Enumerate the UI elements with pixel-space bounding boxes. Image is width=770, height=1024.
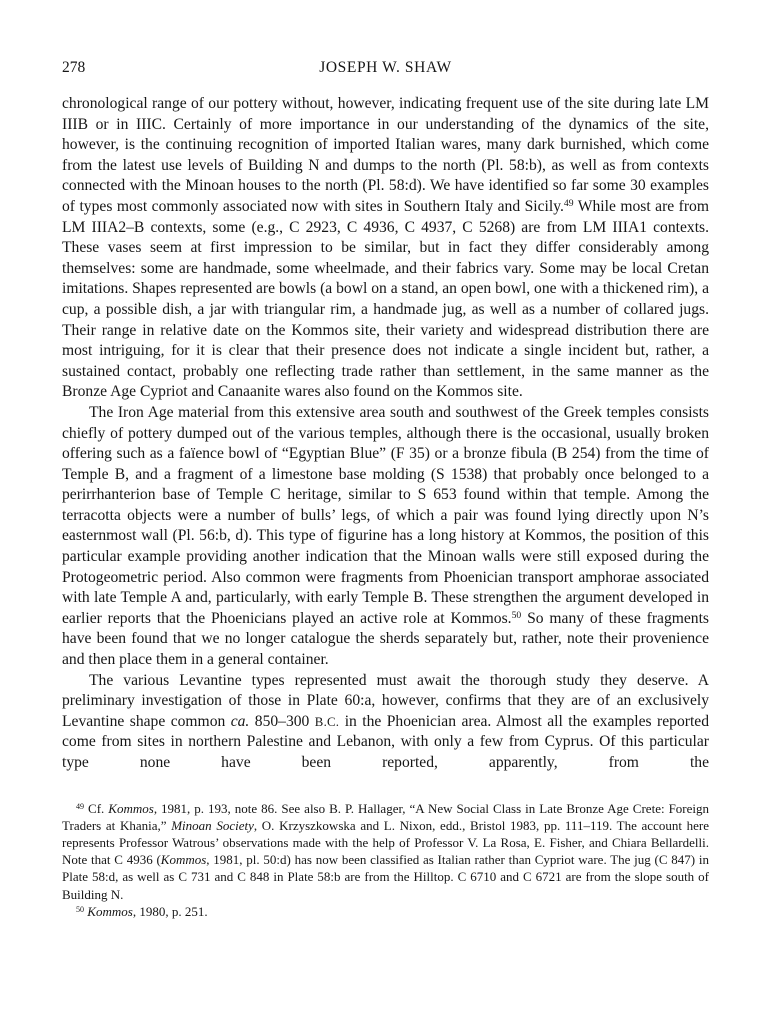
page-header (62, 58, 709, 77)
footnotes (62, 800, 709, 920)
footnote (62, 903, 709, 920)
text-run: , 1981, pl. 50:d) has now been classified as Italian rather than Cypriot ware. The jug (C 847) in Plate 58:d, as well as C 731 and C 848 in Plate 58:b are from the Hilltop. C 6710 and C 6721 are from the slope south of Building N. (62, 852, 709, 902)
page-number: 278 (62, 59, 86, 76)
text-run: chronological range of our pottery without, however, indicating frequent use of the site during late LM IIIB or in IIIC. Certainly of more importance in our understanding of the dynamics of the site, however, is the continuing recognition of imported Italian wares, many dark burnished, which come from the latest use levels of Building N and dumps to the north (Pl. 58:b), as well as from contexts connected with the Minoan houses to the north (Pl. 58:d). We have identified so far some 30 examples of types most commonly associated now with sites in Southern Italy and Sicily. (62, 95, 709, 215)
text-run: in the Phoenician area. Almost all the examples reported come from sites in northern Palestine and Lebanon, with only a few from Cyprus. Of this particular type none have been reported, apparently, from the (62, 712, 710, 771)
text-run: Cf. (84, 800, 109, 816)
text-run: Kommos (87, 903, 133, 919)
footnote-ref: 49 (563, 198, 574, 210)
text-run: Kommos (160, 852, 207, 868)
text-run: So many of these fragments have been found that we no longer catalogue the sherds separately but, rather, note their provenience and then place them in a general container. (62, 609, 709, 669)
running-head: JOSEPH W. SHAW (319, 59, 452, 76)
text-run: The various Levantine types represented must await the thorough study they deserve. A preliminary investigation of those in Plate 60:a, however, confirms that they are of an exclusively Levantine shape common (62, 671, 709, 730)
body-paragraph (62, 403, 709, 671)
text-run: ca. (230, 712, 250, 730)
text-run: B.C. (314, 714, 340, 729)
text-run: The Iron Age material from this extensive area south and southwest of the Greek temples consists chiefly of pottery dumped out of the various temples, although there is the occasional, usually broken offering such as a faïence bowl of “Egyptian Blue” (F 35) or a bronze fibula (B 254) from the time of Temple B, and a fragment of a limestone base molding (S 1538) that probably once belonged to a perirrhanterion base of Temple C heritage, similar to S 653 found within that temple. Among the terracotta objects were a number of bulls’ legs, of which a pair was found lying directly upon N’s easternmost wall (Pl. 56:b, d). This type of figurine has a long history at Kommos, the position of this particular example providing another indication that the Minoan walls were still exposed during the Protogeometric period. Also common were fragments from Phoenician transport amphorae associated with late Temple A and, particularly, with early Temple B. These strengthen the argument developed in earlier reports that the Phoenicians played an active role at Kommos. (62, 403, 709, 627)
footnote (62, 800, 709, 903)
text-run: , 1980, p. 251. (132, 903, 208, 919)
text-run: 850–300 (249, 712, 315, 730)
body-paragraph (62, 94, 709, 403)
footnote-ref: 50 (76, 904, 85, 914)
body-text (62, 94, 709, 774)
footnote-ref: 50 (511, 610, 522, 622)
text-run: Kommos (108, 800, 154, 816)
text-run: , O. Krzyszkowska and L. Nixon, edd., Bristol 1983, pp. 111–119. The account here represents Professor Watrous’ observations made with the help of Professor V. La Rosa, E. Fisher, and Chiara Bellardelli. Note that C 4936 ( (62, 817, 710, 868)
footnote-ref: 49 (76, 801, 85, 811)
text-run: Minoan Society (171, 817, 254, 833)
body-paragraph (62, 671, 709, 774)
text-run: While most are from LM IIIA2–B contexts, some (e.g., C 2923, C 4936, C 4937, C 5268) are from LM IIIA1 contexts. These vases seem at first impression to be similar, but in fact they differ considerably among themselves: some are handmade, some wheelmade, and their fabrics vary. Some may be local Cretan imitations. Shapes represented are bowls (a bowl on a stand, an open bowl, one with a thickened rim), a cup, a possible dish, a jar with triangular rim, a handmade jug, as well as a number of collared jugs. Their range in relative date on the Kommos site, their variety and widespread distribution there are most intriguing, for it is clear that their presence does not indicate a single incident but, rather, a sustained contact, probably one reflecting trade rather than settlement, in the same manner as the Bronze Age Cypriot and Canaanite wares also found on the Kommos site. (62, 197, 709, 401)
text-run: , 1981, p. 193, note 86. See also B. P. Hallager, “A New Social Class in Late Bronze Age Crete: Foreign Traders at Khania,” (62, 800, 710, 833)
